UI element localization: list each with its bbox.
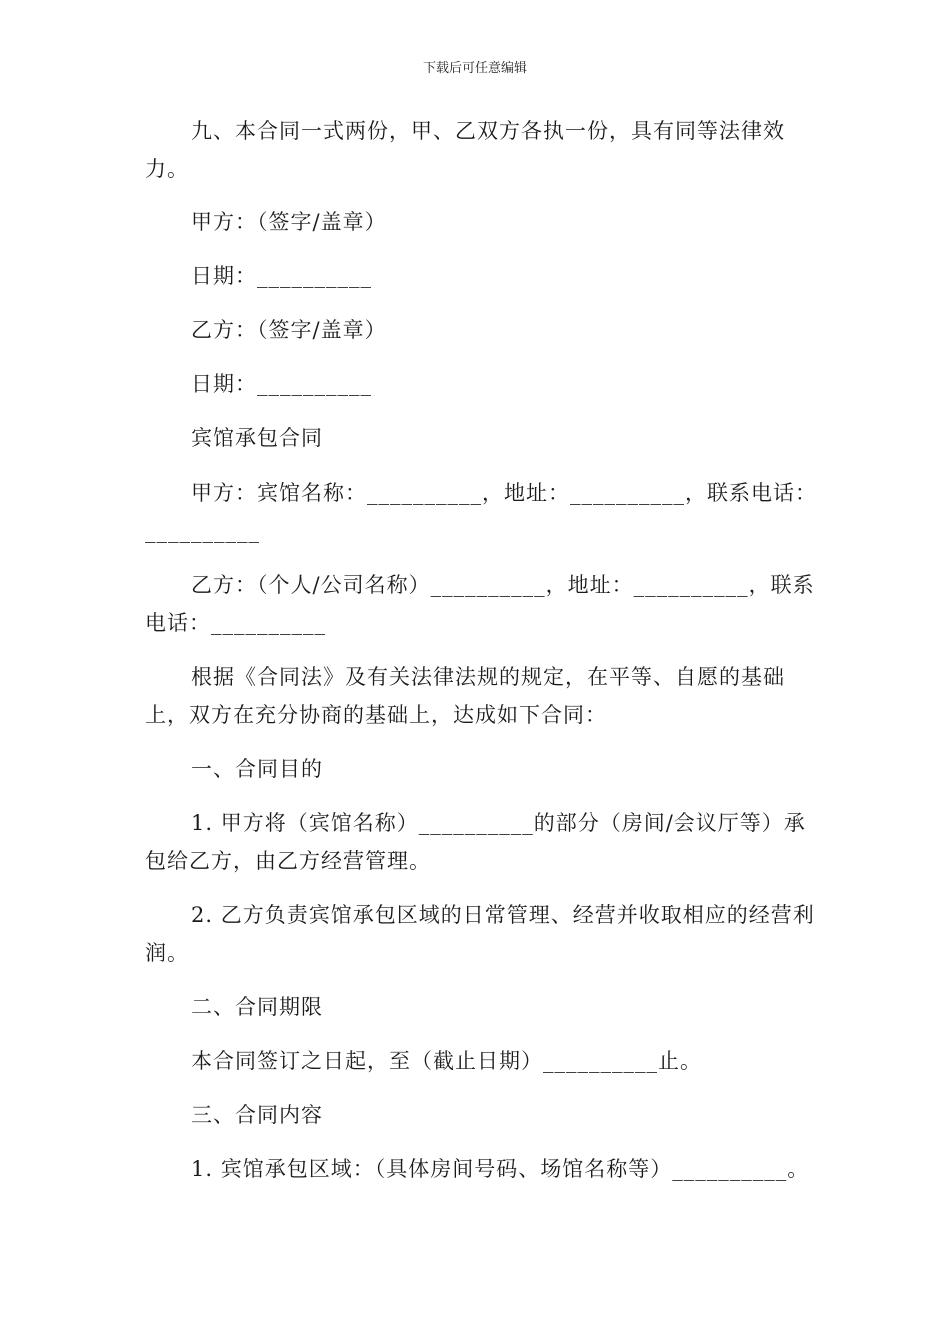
party-b-info: 乙方：（个人/公司名称）__________，地址：__________，联系电话：__________ — [145, 573, 815, 635]
party-a-signature-line: 甲方：（签字/盖章） — [191, 210, 387, 234]
contract-title: 宾馆承包合同 — [191, 426, 323, 450]
preamble-paragraph: 根据《合同法》及有关法律法规的规定，在平等、自愿的基础上，双方在充分协商的基础上，达成如下合同： — [145, 665, 785, 727]
party-a-info: 甲方：宾馆名称：__________，地址：__________，联系电话：__________ — [145, 481, 817, 543]
term-paragraph: 本合同签订之日起，至（截止日期）__________止。 — [191, 1049, 702, 1073]
section-heading-purpose: 一、合同目的 — [191, 757, 323, 781]
party-a-date-line: 日期：__________ — [191, 264, 372, 288]
page-header-note: 下载后可任意编辑 — [422, 61, 527, 76]
clause-nine-paragraph: 九、本合同一式两份，甲、乙双方各执一份，具有同等法律效力。 — [145, 119, 785, 181]
section-heading-content: 三、合同内容 — [191, 1103, 323, 1127]
content-item-1: 1. 宾馆承包区域：（具体房间号码、场馆名称等）__________。 — [191, 1157, 810, 1181]
purpose-item-2: 2. 乙方负责宾馆承包区域的日常管理、经营并收取相应的经营利润。 — [145, 903, 815, 965]
party-b-signature-line: 乙方：（签字/盖章） — [191, 318, 387, 342]
section-heading-term: 二、合同期限 — [191, 995, 323, 1019]
party-b-date-line: 日期：__________ — [191, 372, 372, 396]
purpose-item-1: 1. 甲方将（宾馆名称）__________的部分（房间/会议厅等）承包给乙方，由乙方经营管理。 — [145, 811, 806, 873]
